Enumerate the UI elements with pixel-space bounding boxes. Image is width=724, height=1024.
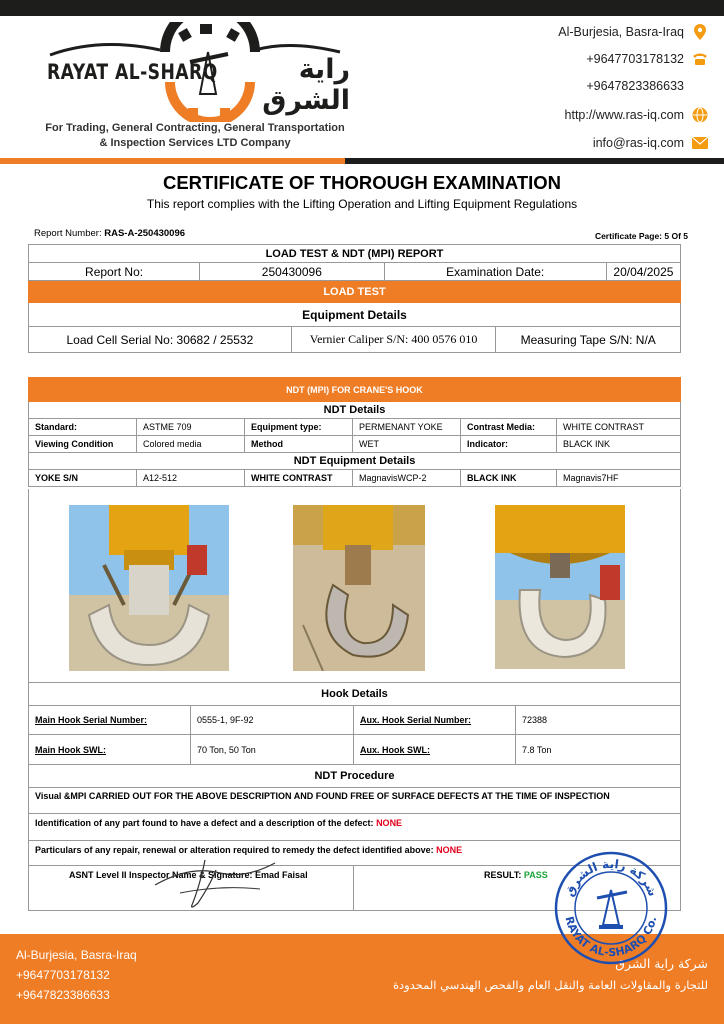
website-link[interactable]: http://www.ras-iq.com [564,108,684,122]
contact-phone1 [586,51,708,67]
defect-identification-value: NONE [376,818,403,828]
ndt-heading: NDT (MPI) FOR CRANE'S HOOK [29,378,681,402]
result-value: PASS [523,870,548,880]
aux-hook-serial-label: Aux. Hook Serial Number: [354,706,516,735]
footer-phone1[interactable]: +9647703178132 [16,968,110,982]
main-hook-swl-value: 70 Ton, 50 Ton [191,735,354,765]
certificate-subtitle: This report complies with the Lifting Operation and Lifting Equipment Regulations [146,197,578,211]
stamp-bottom-text: RAYAT AL-SHARQ Co. [562,914,660,960]
ndt-equipment-heading: NDT Equipment Details [29,453,681,470]
company-logo [40,22,350,122]
certificate-title: CERTIFICATE OF THOROUGH EXAMINATION [162,172,562,193]
email-link[interactable]: info@ras-iq.com [592,136,684,150]
header-divider-dark [345,158,724,164]
company-stamp-icon [553,850,669,966]
ndt-table [28,377,681,487]
black-ink-label: BLACK INK [461,470,557,487]
repair-particulars-label: Particulars of any repair, renewal or alteration required to remedy the defect identified above: [35,845,434,855]
contrast-media-label: Contrast Media: [461,419,557,436]
inspector-handwritten-signature [150,855,280,911]
yoke-value: A12-512 [137,470,245,487]
report-no-label: Report No: [29,263,200,281]
white-contrast-label: WHITE CONTRAST [245,470,353,487]
report-number-value: RAS-A-250430096 [104,228,186,239]
location-pin-icon [692,24,708,40]
main-hook-swl-label: Main Hook SWL: [29,735,191,765]
envelope-icon [692,135,708,151]
hook-photo-2 [293,505,425,671]
main-hook-serial-label: Main Hook Serial Number: [29,706,191,735]
defect-identification-label: Identification of any part found to have a defect and a description of the defect: [35,818,374,828]
contact-email [593,135,708,151]
report-number [34,228,185,239]
load-test-title: LOAD TEST & NDT (MPI) REPORT [29,245,681,263]
result-label: RESULT: [484,870,522,880]
phone2-text[interactable]: +9647823386633 [586,79,684,93]
telephone-icon [692,51,708,67]
hook-photo-3 [495,505,625,669]
logo-latin-text: RAYAT AL-SHARQ [47,60,218,84]
letterhead [0,16,724,160]
report-number-label: Report Number: [34,228,102,239]
indicator-value: BLACK INK [557,436,681,453]
hook-photo-1 [69,505,229,671]
standard-label: Standard: [29,419,137,436]
viewing-condition-value: Colored media [137,436,245,453]
load-cell-serial: Load Cell Serial No: 30682 / 25532 [29,327,292,353]
equipment-details-heading: Equipment Details [29,303,681,327]
main-hook-serial-value: 0555-1, 9F-92 [191,706,354,735]
load-test-heading: LOAD TEST [29,281,681,303]
load-test-table [28,244,681,353]
method-value: WET [353,436,461,453]
procedure-statement: Visual &MPI CARRIED OUT FOR THE ABOVE DESCRIPTION AND FOUND FREE OF SURFACE DEFECTS AT THE TIME OF INSPECTION [29,788,681,814]
hook-details-heading: Hook Details [29,683,681,706]
ndt-procedure-heading: NDT Procedure [29,765,681,788]
exam-date-label: Examination Date: [384,263,606,281]
company-description-line2: & Inspection Services LTD Company [99,137,291,149]
aux-hook-swl-value: 7.8 Ton [516,735,681,765]
globe-icon [692,107,708,123]
vernier-caliper-serial: Vernier Caliper S/N: 400 0576 010 [291,327,496,353]
white-contrast-value: MagnavisWCP-2 [353,470,461,487]
top-bar [0,0,724,16]
yoke-label: YOKE S/N [29,470,137,487]
stamp-top-text: شركة راية الشرق [562,856,661,899]
hook-photos [28,489,681,682]
black-ink-value: Magnavis7HF [557,470,681,487]
footer-phone2[interactable]: +9647823386633 [16,988,110,1002]
contrast-media-value: WHITE CONTRAST [557,419,681,436]
phone1-text[interactable]: +9647703178132 [586,52,684,66]
address-text: Al-Burjesia, Basra-Iraq [558,25,684,39]
equipment-type-label: Equipment type: [245,419,353,436]
logo-arabic-text: راية الشرق [262,54,350,116]
equipment-type-value: PERMENANT YOKE [353,419,461,436]
report-no-value: 250430096 [200,263,384,281]
repair-particulars-value: NONE [436,845,463,855]
measuring-tape-serial: Measuring Tape S/N: N/A [496,327,681,353]
footer-arabic-description: للتجارة والمقاولات العامة والنقل العام والفحص الهندسي المحدودة [392,978,708,992]
indicator-label: Indicator: [461,436,557,453]
inspector-signature: ASNT Level II Inspector Name & Signature: Emad Faisal [29,866,354,911]
footer-arabic-name: شركة راية الشرق [615,956,708,971]
defect-identification [29,814,681,841]
viewing-condition-label: Viewing Condition [29,436,137,453]
aux-hook-serial-value: 72388 [516,706,681,735]
certificate-page: Certificate Page: 5 Of 5 [594,231,688,241]
company-description-line1: For Trading, General Contracting, General Transportation [45,122,345,134]
header-divider-orange [0,158,345,164]
standard-value: ASTME 709 [137,419,245,436]
exam-date-value: 20/04/2025 [606,263,680,281]
aux-hook-swl-label: Aux. Hook SWL: [354,735,516,765]
method-label: Method [245,436,353,453]
contact-address [558,24,708,40]
contact-phone2 [586,79,684,93]
ndt-details-heading: NDT Details [29,402,681,419]
contact-website [565,107,708,123]
footer-address: Al-Burjesia, Basra-Iraq [16,948,137,962]
